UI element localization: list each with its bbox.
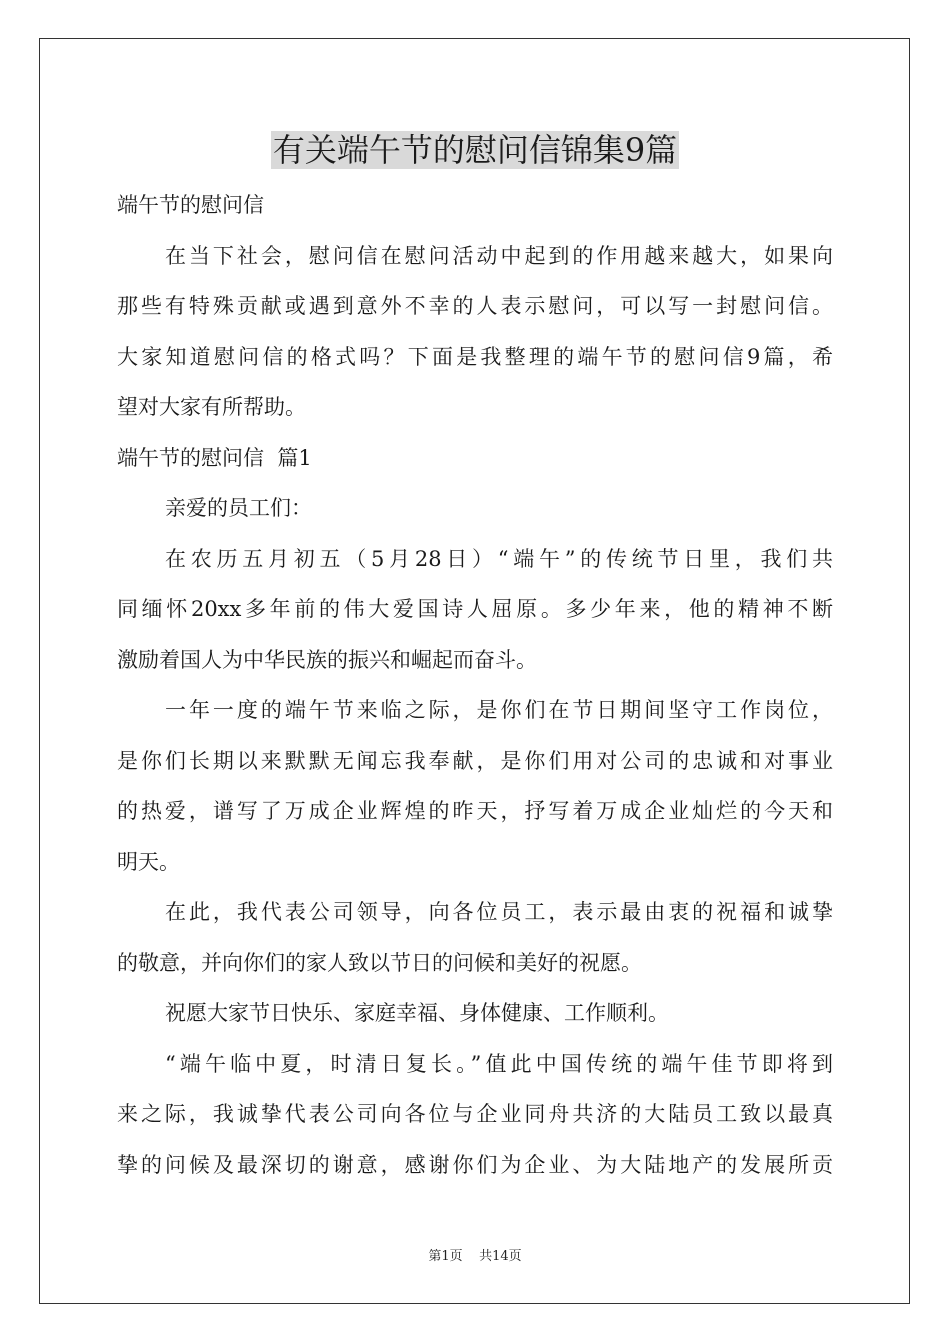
- paragraph-line: 挚的问候及最深切的谢意，感谢你们为企业、为大陆地产的发展所贡: [117, 1152, 833, 1177]
- salutation: 亲爱的员工们：: [165, 496, 312, 520]
- document-title: [117, 120, 833, 180]
- document-subtitle: 端午节的慰问信: [117, 193, 264, 217]
- paragraph-line: 一年一度的端午节来临之际，是你们在节日期间坚守工作岗位，: [165, 698, 833, 722]
- paragraph-line: “端午临中夏，时清日复长。”值此中国传统的端午佳节即将到: [165, 1051, 833, 1076]
- document-body: [117, 120, 833, 1190]
- paragraph-line: 祝愿大家节日快乐、家庭幸福、身体健康、工作顺利。: [165, 1001, 669, 1025]
- paragraph-line: 在农历五月初五（5月28日）“端午”的传统节日里，我们共: [165, 546, 833, 571]
- paragraph-line: 来之际，我诚挚代表公司向各位与企业同舟共济的大陆员工致以最真: [117, 1102, 833, 1126]
- paragraph-line: 激励着国人为中华民族的振兴和崛起而奋斗。: [117, 647, 537, 672]
- section-heading: 端午节的慰问信 篇1: [117, 445, 312, 470]
- page-number-footer: 第1页 共14页: [428, 1249, 522, 1264]
- paragraph-line: 的敬意，并向你们的家人致以节日的问候和美好的祝愿。: [117, 950, 642, 975]
- intro-line: 那些有特殊贡献或遇到意外不幸的人表示慰问，可以写一封慰问信。: [117, 294, 833, 318]
- intro-line: 望对大家有所帮助。: [117, 395, 306, 419]
- paragraph-line: 同缅怀20xx多年前的伟大爱国诗人屈原。多少年来，他的精神不断: [117, 597, 833, 621]
- paragraph-line: 的热爱，谱写了万成企业辉煌的昨天，抒写着万成企业灿烂的今天和: [117, 799, 833, 823]
- paragraph-line: 是你们长期以来默默无闻忘我奉献，是你们用对公司的忠诚和对事业: [117, 748, 833, 773]
- intro-line: 在当下社会，慰问信在慰问活动中起到的作用越来越大，如果向: [165, 243, 833, 268]
- paragraph-line: 明天。: [117, 849, 180, 874]
- title-text: 有关端午节的慰问信锦集9篇: [272, 131, 678, 169]
- paragraph-line: 在此，我代表公司领导，向各位员工，表示最由衷的祝福和诚挚: [165, 900, 833, 924]
- intro-line: 大家知道慰问信的格式吗？下面是我整理的端午节的慰问信9篇，希: [117, 344, 833, 369]
